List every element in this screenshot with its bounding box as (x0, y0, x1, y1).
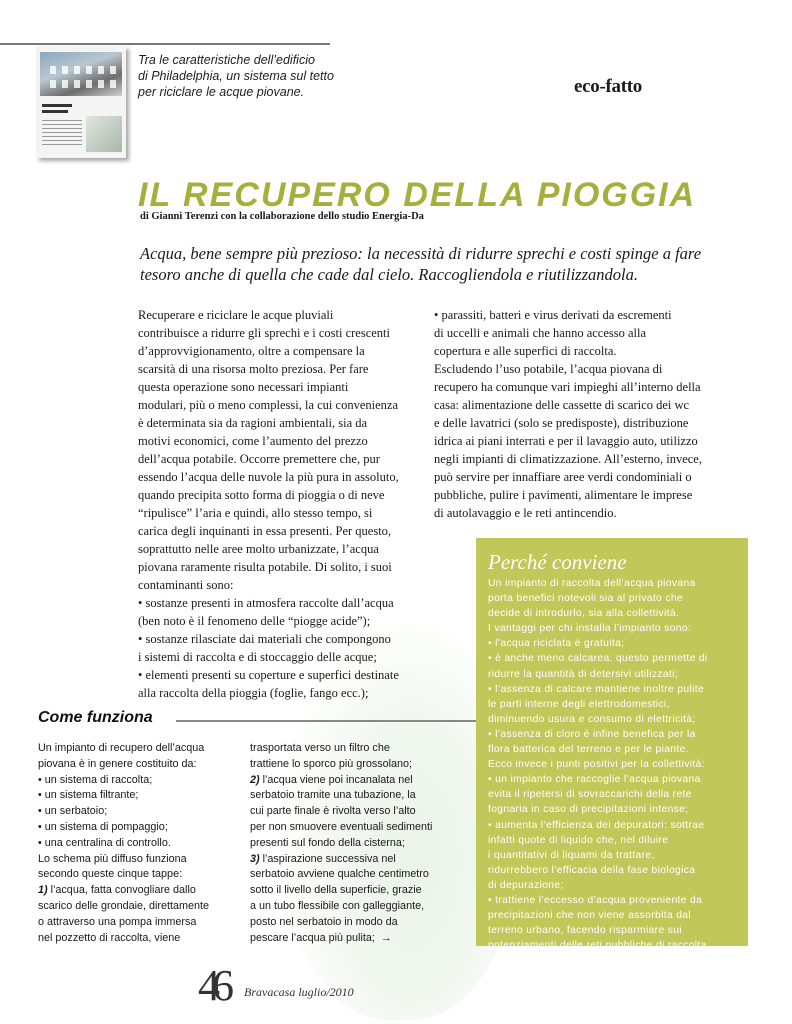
body-line: • elementi presenti su coperture e superfici destinate (138, 668, 399, 682)
how-it-works-title: Come funziona (38, 709, 153, 726)
sidebar-line: • è anche meno calcarea: questo permette di (488, 653, 708, 665)
photo-caption (138, 52, 353, 100)
body-line: copertura e alle superfici di raccolta. (434, 344, 617, 358)
how-line: • un sistema di raccolta; (38, 773, 153, 786)
body-line: “ripulisce” l’aria e quindi, allo stesso tempo, si (138, 506, 373, 520)
how-line: • un sistema di pompaggio; (38, 820, 168, 833)
body-column-1 (138, 306, 423, 702)
body-line: carica degli inquinanti in essa presenti. Per questo, (138, 524, 392, 538)
caption-line: per riciclare le acque piovane. (138, 85, 305, 99)
how-line (250, 931, 455, 947)
how-line (250, 852, 455, 868)
article-lead (140, 243, 710, 285)
how-line: trasportata verso un filtro che (250, 742, 390, 754)
sidebar-line: • un impianto che raccoglie l’acqua piovana (488, 774, 701, 786)
sidebar-line: I vantaggi per chi installa l’impianto sono: (488, 623, 692, 635)
body-line: quando precipita sotto forma di pioggia o di neve (138, 488, 385, 502)
sidebar-line: • trattiene l’eccesso d’acqua proveniente da (488, 894, 703, 906)
body-line: modulari, più o meno complessi, la cui convenienza (138, 398, 398, 412)
how-line: • una centralina di controllo. (38, 836, 171, 849)
caption-line: di Philadelphia, un sistema sul tetto (138, 69, 334, 83)
how-line: posto nel serbatoio in modo da (250, 915, 398, 928)
how-column-1 (38, 741, 233, 946)
sidebar-line: diminuendo usura e consumo di elettricità; (488, 713, 696, 725)
body-line: essendo l’acqua delle nuvole la più pura in assoluto, (138, 470, 399, 484)
step-text: l’acqua, fatta convogliare dallo (47, 884, 196, 897)
how-line: serbatoio avviene qualche centimetro (250, 868, 429, 881)
body-line: è determinata sia da ragioni ambientali, sia da (138, 416, 368, 430)
how-line: scarico delle grondaie, direttamente (38, 899, 210, 912)
top-rule (0, 43, 330, 45)
how-line: piovana è in genere costituito da: (38, 757, 197, 770)
sidebar-line: ridurre la quantità di detersivi utilizzati; (488, 668, 678, 680)
sidebar-line: • l’assenza di cloro è infine benefica per la (488, 728, 696, 740)
sidebar-line: Un impianto di raccolta dell’acqua piovana (488, 578, 696, 589)
step-text: l’acqua viene poi incanalata nel (259, 773, 413, 786)
sidebar-line: ridurrebbero l’efficacia della fase biologica (488, 864, 696, 876)
how-line: per non smuovere eventuali sedimenti (250, 820, 433, 833)
body-line: negli impianti di climatizzazione. All’esterno, invece, (434, 452, 702, 466)
sidebar-line: di depurazione; (488, 879, 564, 891)
how-line: a un tubo flessibile con galleggiante, (250, 899, 425, 912)
sidebar-title: Perché conviene (488, 550, 627, 574)
sidebar-line: i quantitativi di liquami da trattare, (488, 849, 655, 861)
byline: di Gianni Terenzi con la collaborazione dello studio Energia-Da (140, 211, 424, 222)
body-line: dell’acqua potabile. Occorre premettere che, pur (138, 452, 380, 466)
sidebar-line: precipitazioni che non viene assorbita dal (488, 910, 692, 922)
how-column-2 (250, 741, 455, 946)
how-line: • un sistema filtrante; (38, 789, 139, 802)
body-line: scarsità di una risorsa molto preziosa. Per fare (138, 362, 369, 376)
how-line: serbatoio tramite una tubazione, la (250, 789, 416, 802)
body-line: recupero ha comunque vari impieghi all’interno della (434, 380, 701, 394)
body-line: motivi economici, come l’aumento del prezzo (138, 434, 368, 448)
building-photo (40, 52, 122, 96)
sidebar-line: • l’assenza di calcare mantiene inoltre pulite (488, 683, 705, 695)
continue-arrow-icon: → (380, 931, 392, 944)
article-title: IL RECUPERO DELLA PIOGGIA (138, 176, 697, 214)
how-line (250, 773, 455, 789)
body-line: • parassiti, batteri e virus derivati da escrementi (434, 308, 672, 322)
how-line: sotto il livello della superficie, grazie (250, 884, 422, 897)
lead-line: tesoro anche di quella che cade dal cielo. Raccogliendola e riutilizzandola. (140, 265, 638, 284)
how-it-works-rule (176, 720, 476, 722)
how-line: nel pozzetto di raccolta, viene (38, 931, 181, 944)
body-line: idrica ai piani interrati e per il lavaggio auto, utilizzo (434, 434, 698, 448)
sidebar-text (488, 576, 748, 953)
body-line: • sostanze presenti in atmosfera raccolte dall’acqua (138, 596, 394, 610)
step-number: 3) (250, 852, 260, 865)
body-line: e delle lavatrici (solo se predisposte), distribuzione (434, 416, 689, 430)
body-line: pubbliche, pulire i pavimenti, alimentare le imprese (434, 488, 693, 502)
body-line: d’approvvigionamento, oltre a compensare la (138, 344, 365, 358)
body-line: di uccelli e animali che hanno accesso alla (434, 326, 647, 340)
how-line: Un impianto di recupero dell’acqua (38, 742, 205, 754)
body-line: soprattutto nelle aree molto urbanizzate, l’acqua (138, 542, 379, 556)
sidebar-line: porta benefici notevoli sia al privato che (488, 593, 684, 605)
sidebar-line: flora batterica del terreno e per le piante. (488, 744, 689, 756)
body-line: contaminanti sono: (138, 578, 234, 592)
lead-line: Acqua, bene sempre più prezioso: la necessità di ridurre sprechi e costi spinge a fare (140, 244, 702, 263)
sidebar-line: terreno urbano, facendo risparmiare sui (488, 925, 682, 937)
body-line: (ben noto è il fenomeno delle “piogge acide”); (138, 614, 371, 628)
sidebar-box (476, 538, 748, 952)
how-line (38, 883, 233, 899)
body-line: alla raccolta della pioggia (foglie, fango ecc.); (138, 686, 369, 700)
sidebar-line: Ecco invece i punti positivi per la collettività: (488, 759, 705, 771)
sidebar-line: infatti quote di liquido che, nel diluire (488, 834, 669, 846)
sidebar-line: le parti interne degli elettrodomestici, (488, 698, 670, 710)
sidebar-line: fognaria in caso di precipitazioni intense; (488, 804, 689, 816)
step-number: 1) (38, 884, 48, 897)
body-line: casa: alimentazione delle cassette di scarico dei wc (434, 398, 690, 412)
how-line: trattiene lo sporco più grossolano; (250, 757, 413, 770)
body-line: Recuperare e riciclare le acque pluviali (138, 308, 334, 322)
how-line: secondo queste cinque tappe: (38, 868, 183, 881)
page-number: 46 (198, 961, 226, 1010)
body-line: può servire per innaffiare aree verdi condominiali o (434, 470, 692, 484)
how-line: o attraverso una pompa immersa (38, 915, 197, 928)
how-line: cui parte finale è rivolta verso l’alto (250, 805, 416, 818)
caption-line: Tra le caratteristiche dell’edificio (138, 53, 315, 67)
sidebar-line: • l’acqua riciclata è gratuita; (488, 638, 625, 650)
tank-diagram-thumb (86, 116, 122, 152)
section-rubric: eco-fatto (574, 76, 642, 97)
body-line: di autolavaggio e le reti antincendio. (434, 506, 617, 520)
body-line: • sostanze rilasciate dai materiali che compongono (138, 632, 391, 646)
sidebar-line: potenziamenti delle reti pubbliche di raccolta. (488, 940, 710, 952)
sidebar-line: evita il ripetersi di sovraccarichi della rete (488, 789, 692, 801)
body-line: piovana raramente risulta potabile. Di solito, i suoi (138, 560, 392, 574)
how-line: presenti sul fondo della cisterna; (250, 836, 405, 849)
body-line: questa operazione sono necessari impianti (138, 380, 349, 394)
how-line: Lo schema più diffuso funziona (38, 852, 187, 865)
sidebar-line: • aumenta l’efficienza dei depuratori: sottrae (488, 819, 705, 831)
step-text: l’aspirazione successiva nel (259, 852, 396, 865)
step-text: pescare l’acqua più pulita; (250, 931, 375, 944)
how-line: • un serbatoio; (38, 805, 108, 818)
body-line: Escludendo l’uso potabile, l’acqua piovana di (434, 362, 663, 376)
step-number: 2) (250, 773, 260, 786)
magazine-thumbnail (36, 46, 126, 158)
sidebar-line: decide di introdurlo, sia alla collettività. (488, 608, 680, 620)
magazine-folio: Bravacasa luglio/2010 (244, 985, 354, 999)
body-line: i sistemi di raccolta e di stoccaggio delle acque; (138, 650, 377, 664)
body-column-2 (434, 306, 724, 522)
body-line: contribuisce a ridurre gli sprechi e i costi crescenti (138, 326, 390, 340)
